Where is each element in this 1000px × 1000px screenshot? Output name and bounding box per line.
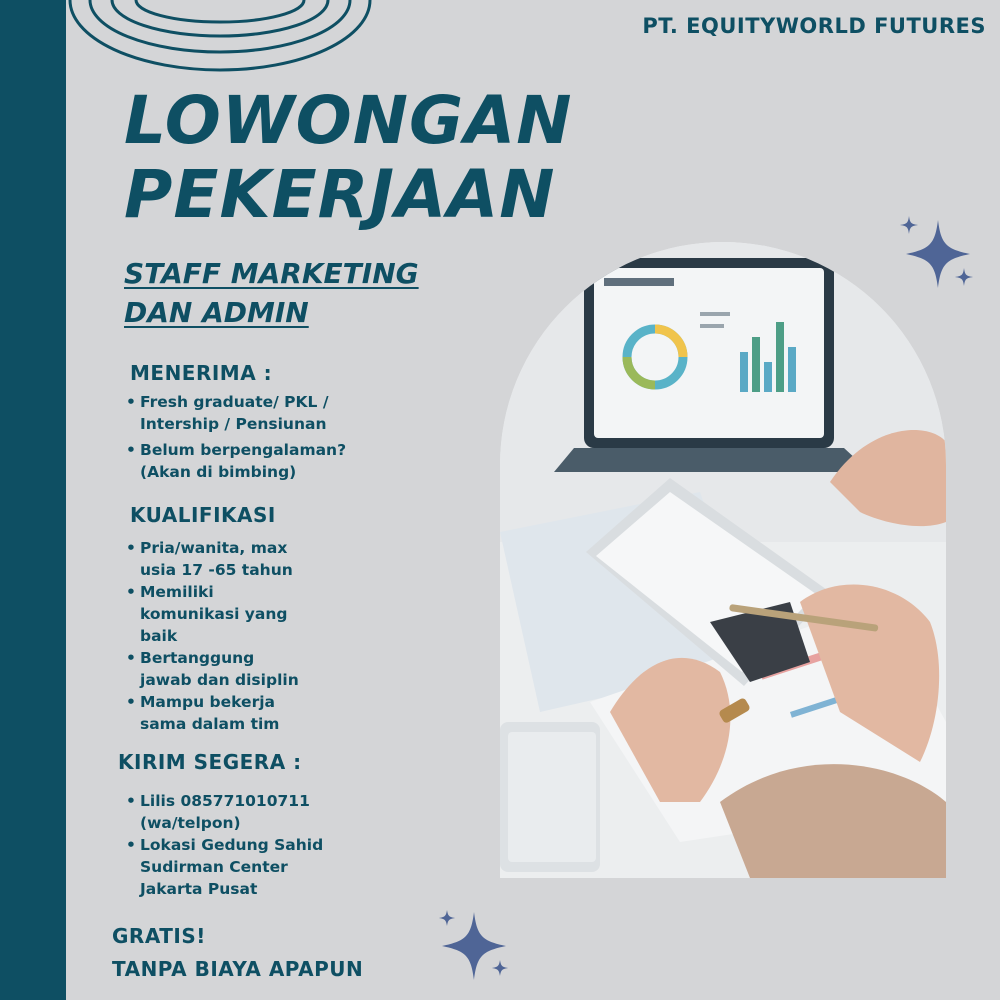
list-item: • Belum berpengalaman? (Akan di bimbing) <box>126 439 366 483</box>
office-photo <box>500 242 946 878</box>
office-photo-illustration <box>500 242 946 878</box>
list-kirim-segera <box>126 790 366 900</box>
job-position <box>124 254 494 332</box>
sparkle-icon <box>896 212 980 296</box>
footer-note <box>112 920 442 986</box>
section-title-kualifikasi: KUALIFIKASI <box>130 503 276 527</box>
list-menerima <box>126 391 366 483</box>
left-accent-bar <box>0 0 66 1000</box>
list-item: • Mampu bekerja sama dalam tim <box>126 691 346 735</box>
section-title-kirim-segera: KIRIM SEGERA : <box>118 750 302 774</box>
section-title-menerima: MENERIMA : <box>130 361 273 385</box>
headline-line-2: PEKERJAAN <box>124 156 556 233</box>
position-line-2: DAN ADMIN <box>124 296 309 329</box>
company-name: PT. EQUITYWORLD FUTURES <box>642 14 986 38</box>
list-item: • Bertanggung jawab dan disiplin <box>126 647 346 691</box>
list-item: • Fresh graduate/ PKL / Intership / Pensiunan <box>126 391 366 435</box>
list-item: • Lilis 085771010711 (wa/telpon) <box>126 790 366 834</box>
footer-line-1: GRATIS! <box>112 924 206 948</box>
list-kualifikasi <box>126 537 346 735</box>
headline <box>124 84 644 232</box>
concentric-rings-decoration <box>60 0 380 80</box>
list-item: • Memiliki komunikasi yang baik <box>126 581 346 647</box>
headline-line-1: LOWONGAN <box>124 82 573 159</box>
list-item: • Lokasi Gedung Sahid Sudirman Center Jakarta Pusat <box>126 834 366 900</box>
sparkle-icon <box>434 904 518 988</box>
list-item: • Pria/wanita, max usia 17 -65 tahun <box>126 537 346 581</box>
position-line-1: STAFF MARKETING <box>124 257 419 290</box>
footer-line-2: TANPA BIAYA APAPUN <box>112 957 364 981</box>
